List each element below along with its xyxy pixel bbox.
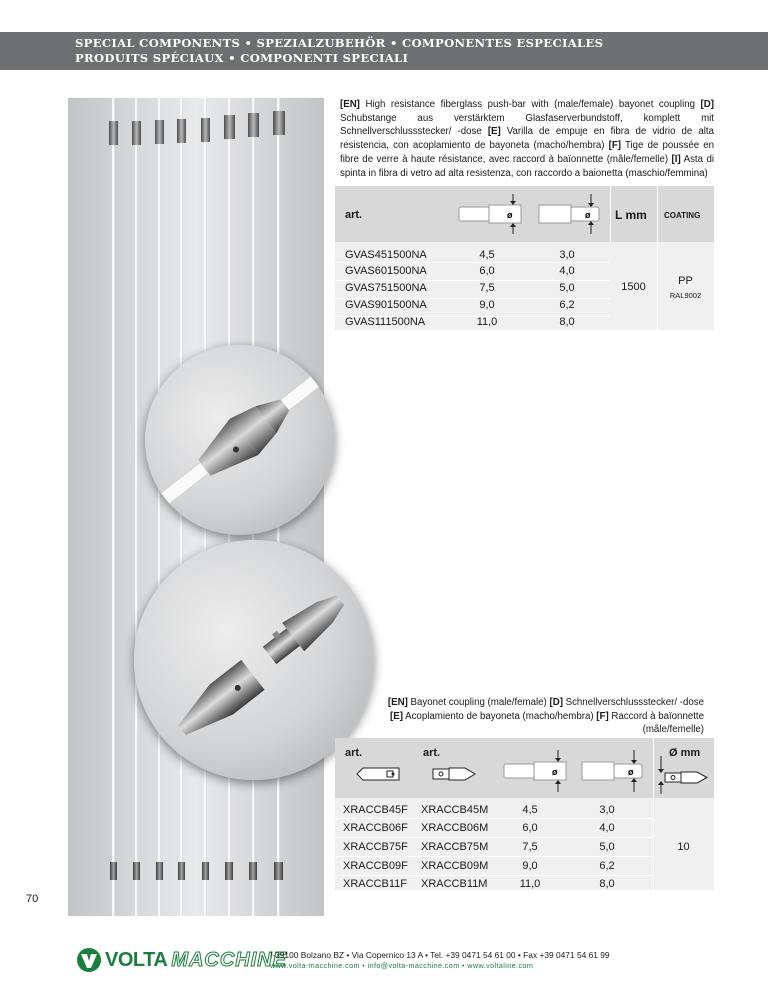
desc-e: Varilla de empuje en fibra de vidrio de alta resistencia, con acoplamiento de bayoneta (macho/hembra) [340,126,714,152]
art-code-female: XRACCB45F [343,804,408,816]
col-header-length: L mm [615,208,647,222]
col-header-art-female: art. [345,747,363,759]
art-code-male: XRACCB45M [421,804,489,816]
desc-i: Asta di spinta in fibra di vetro ad alta resistenza, con raccordo a baionetta (maschio/femmina) [340,153,714,179]
rod-coupling-top [224,115,235,139]
coupling-spec-table [335,738,714,890]
outer-diameter: 7,5 [522,841,538,853]
inner-diameter: 5,0 [599,841,615,853]
coupling-closeup-assembled [145,345,335,535]
rod-coupling-bottom [274,862,283,880]
art-code: GVAS901500NA [345,299,427,311]
row-divider [335,856,653,857]
assembled-coupling-icon [145,345,335,535]
coating-value: PP [678,275,693,287]
art-code-male: XRACCB06M [421,822,489,834]
art-code: GVAS111500NA [345,316,426,328]
inner-diameter: 4,0 [559,265,575,277]
art-code-female: XRACCB09F [343,860,408,872]
rod-coupling-top [273,111,285,135]
outer-diameter: 4,5 [479,249,495,261]
rod-coupling-bottom [110,862,117,880]
coupling-diameter-value: 10 [677,841,690,853]
inner-diameter-icon [535,192,607,236]
col-header-coating: COATING [664,211,701,220]
rod-coupling-top [177,119,186,143]
desc-f: Tige de poussée en fibre de verre à haute résistance, avec raccord à baïonnette (mâle/femelle) [340,140,714,165]
row-divider [335,875,653,876]
rod-coupling-bottom [133,862,140,880]
desc-en: High resistance fiberglass push-bar with (male/female) bayonet coupling [359,99,701,110]
page-header [75,36,603,65]
lang-tag-i: [I] [671,153,681,165]
rod-coupling-bottom [225,862,233,880]
divider [610,186,611,242]
inner-diameter: 8,0 [559,316,575,328]
svg-text:ø: ø [507,210,513,220]
desc-e: Acoplamiento de bayoneta (macho/hembra) [402,710,597,722]
art-code: GVAS451500NA [345,249,427,261]
outer-diameter: 6,0 [479,265,495,277]
outer-diameter: 7,5 [479,282,495,294]
pushbar-spec-table [335,186,714,330]
art-code-male: XRACCB09M [421,860,489,872]
inner-diameter: 5,0 [559,282,575,294]
length-value: 1500 [621,281,646,293]
lang-tag-e: [E] [487,126,501,138]
footer-web-links: www.volta-macchine.com • info@volta-macchine.com • www.voltaline.com [270,961,534,970]
art-code: GVAS601500NA [345,265,427,277]
desc-d: Schubstange aus verstärktem Glasfaserverbundstoff, komplett mit Schnellverschlussstecker/ -dose [340,112,714,138]
desc-f: Raccord à baïonnette (mâle/femelle) [608,710,704,736]
rod-coupling-top [109,121,118,145]
inner-diameter: 3,0 [559,249,575,261]
svg-text:ø: ø [552,767,558,777]
outer-diameter: 4,5 [522,804,538,816]
rod-coupling-top [132,121,141,145]
footer-address: I-39100 Bolzano BZ • Via Copernico 13 A • Tel. +39 0471 54 61 00 • Fax +39 0471 54 61 99 [270,950,610,960]
logo-text-macchine: MACCHINE [171,948,288,971]
inner-diameter-icon [578,748,648,794]
outer-diameter-icon [455,192,527,236]
inner-diameter: 6,2 [559,299,575,311]
rod-coupling-top [248,113,259,137]
lang-tag-d: [D] [549,697,563,708]
rod-coupling-top [201,118,210,142]
inner-diameter: 6,2 [599,860,615,872]
rod-coupling-bottom [178,862,185,880]
lang-tag-f: [F] [596,710,609,722]
product-description-pushbar [340,98,714,180]
lang-tag-en: [EN] [387,697,408,708]
lang-tag-f: [F] [608,140,622,152]
fiberglass-rod [135,98,138,916]
rod-coupling-top [155,120,164,144]
lang-tag-en: [EN] [340,99,360,110]
row-divider [335,818,653,819]
row-divider [335,262,610,263]
header-line-1: SPECIAL COMPONENTS • SPEZIALZUBEHÖR • COMPONENTES ESPECIALES [75,36,604,50]
rod-coupling-bottom [249,862,257,880]
divider [653,738,654,890]
row-divider [335,837,653,838]
art-code: GVAS751500NA [345,282,427,294]
outer-diameter: 11,0 [476,316,498,328]
inner-diameter: 8,0 [599,878,615,890]
outer-diameter: 11,0 [519,878,541,890]
col-header-diameter-mm: Ø mm [669,747,701,759]
art-code-male: XRACCB11M [421,878,488,890]
svg-text:ø: ø [628,767,634,777]
desc-d: Schnellverschlussstecker/ -dose [562,697,704,708]
rod-coupling-bottom [156,862,163,880]
desc-en: Bayonet coupling (male/female) [407,697,550,708]
col-header-art-male: art. [423,747,441,759]
inner-diameter: 3,0 [599,804,615,816]
outer-diameter-icon [500,748,570,794]
coupling-diameter-icon [653,752,711,796]
lang-tag-e: [E] [390,710,403,722]
col-header-art: art. [345,209,363,221]
art-code-female: XRACCB06F [343,822,408,834]
inner-diameter: 4,0 [599,822,615,834]
svg-text:ø: ø [585,210,591,220]
divider [657,186,658,330]
lang-tag-d: [D] [700,99,714,110]
coating-ral: RAL9002 [669,291,702,300]
art-code-female: XRACCB75F [343,841,408,853]
outer-diameter: 9,0 [479,299,495,311]
art-code-female: XRACCB11F [343,878,407,890]
logo-text-volta: VOLTA [105,948,168,971]
volta-logo [76,946,287,974]
outer-diameter: 9,0 [522,860,538,872]
fiberglass-rod [158,98,161,916]
volta-v-logo-icon [76,947,102,973]
page-number: 70 [26,893,39,905]
female-coupling-icon [355,766,403,782]
outer-diameter: 6,0 [522,822,538,834]
header-line-2: PRODUITS SPÉCIAUX • COMPONENTI SPECIALI [75,50,409,65]
male-coupling-icon [431,766,479,782]
rod-coupling-bottom [202,862,209,880]
art-code-male: XRACCB75M [421,841,489,853]
fiberglass-rod [112,98,115,916]
